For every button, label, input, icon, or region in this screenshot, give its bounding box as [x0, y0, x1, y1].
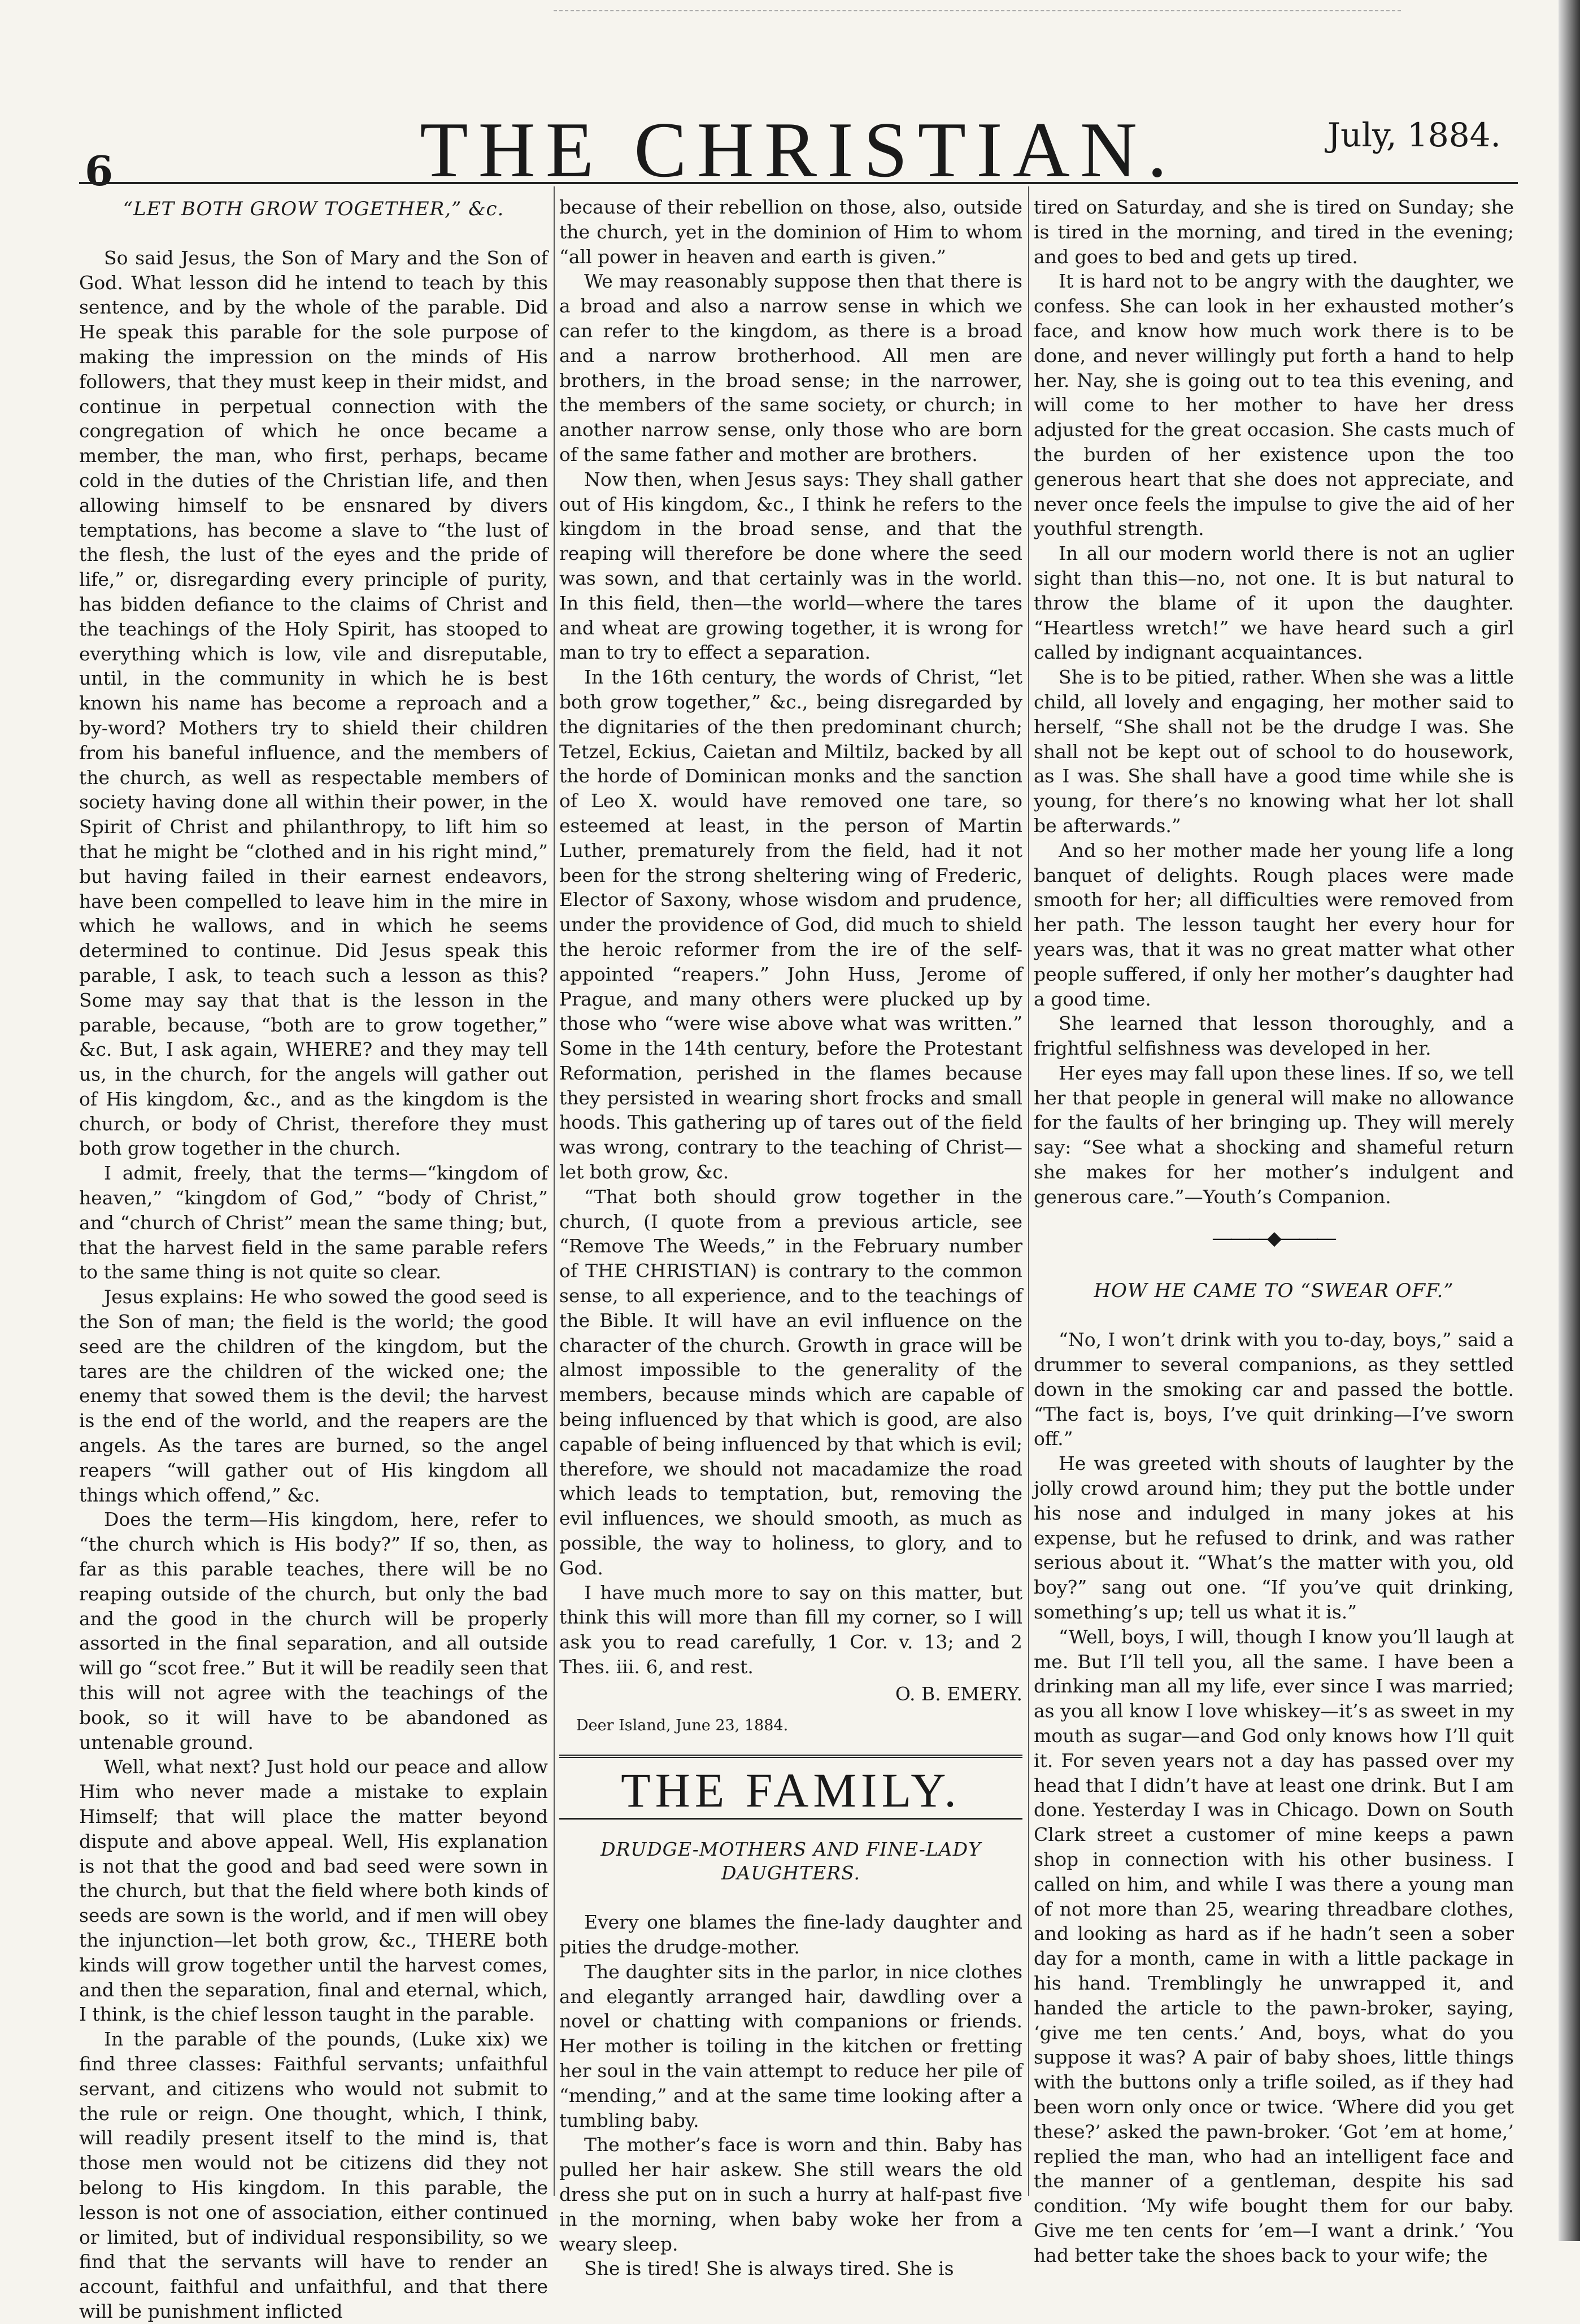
page-number: 6	[85, 147, 114, 195]
article-paragraph: Well, what next? Just hold our peace and allow Him who never made a mistake to explain Himself; that will place the matter beyond dispute and above appeal. Well, His explanation is not that the good and bad seed were sown in the church, but that the field where both kinds of seeds are sown is the world, and if men will obey the injunction—let both grow, &c., THERE both kinds will grow together until the harvest comes, and then the separation, final and eternal, which, I think, is the chief lesson taught in the parable.	[79, 1756, 548, 2026]
issue-date: July, 1884.	[1327, 116, 1501, 154]
section-title: THE FAMILY.	[621, 1763, 961, 1818]
column-1	[79, 195, 548, 2324]
author-signature: O. B. EMERY.	[895, 1682, 1022, 1705]
article-paragraph: In all our modern world there is not an uglier sight than this—no, not one. It is but natural to throw the blame of it upon the daughter. “Heartless wretch!” we have heard such a girl called by indignant acquaintances.	[1034, 542, 1514, 664]
article-paragraph: We may reasonably suppose then that there is a broad and also a narrow sense in which we can refer to the kingdom, as there is a broad and a narrow brotherhood. All men are brothers, in the broad sense; in the narrower, the members of the same society, or church; in another narrow sense, only those who are born of the same father and mother are brothers.	[559, 270, 1022, 465]
column-3	[1034, 195, 1514, 2268]
column-divider	[1028, 186, 1029, 2196]
article-paragraph: Every one blames the fine-lady daughter and pities the drudge-mother.	[559, 1911, 1022, 1958]
article-paragraph: She is to be pitied, rather. When she was a little child, all lovely and engaging, her mother said to herself, “She shall not be the drudge I was. She shall not be kept out of school to do housework, as I was. She shall have a good time while she is young, for there’s no knowing what her lot shall be afterwards.”	[1034, 666, 1514, 837]
article-paragraph: Jesus explains: He who sowed the good seed is the Son of man; the field is the world; the good seed are the children of the kingdom, but the tares are the children of the wicked one; the enemy that sowed them is the devil; the harvest is the end of the world, and the reapers are the angels. As the tares are burned, so the angel reapers “will gather out of His kingdom all things which offend,” &c.	[79, 1286, 548, 1506]
article-paragraph: “That both should grow together in the church, (I quote from a previous article, see “Remove The Weeds,” in the February number of THE CHRISTIAN) is contrary to the common sense, to all experience, and to the teachings of the Bible. It will have an evil influence on the character of the church. Growth in grace will be almost impossible to the generality of the members, because minds which are capable of being influenced by that which is good, are also capable of being influenced by that which is evil; therefore, we should not macadamize the road which leads to temptation, but, removing the evil influences, we should smooth, as much as possible, the way to holiness, to glory, and to God.	[559, 1185, 1022, 1579]
article-heading: HOW HE CAME TO “SWEAR OFF.”	[1094, 1279, 1454, 1303]
column-2	[559, 195, 1022, 2281]
article-paragraph: In the parable of the pounds, (Luke xix) we find three classes: Faithful servants; unfaithful servant, and citizens who would not submit to the rule or reign. One thought, which, I think, will readily present itself to the mind is, that those men would not be citizens did they not belong to His kingdom. In this parable, the lesson is not one of association, either continued or limited, but of individual responsibility, so we find that the servants will have to render an account, faithful and unfaithful, and that there will be punishment inflicted	[79, 2028, 548, 2322]
article-paragraph: She is tired! She is always tired. She is	[584, 2257, 954, 2280]
binding-edge	[1559, 0, 1580, 2241]
article-paragraph: tired on Saturday, and she is tired on Sunday; she is tired in the morning, and tired in the evening; and goes to bed and gets up tired.	[1034, 196, 1514, 268]
top-edge-marks	[554, 10, 1401, 11]
article-paragraph: It is hard not to be angry with the daughter, we confess. She can look in her exhausted mother’s face, and know how much work there is to be done, and never willingly put forth a hand to help her. Nay, she is going out to tea this evening, and will come to her mother to have her dress adjusted for the great occasion. She casts much of the burden of her existence upon the too generous heart that she does not appreciate, and never once feels the impulse to give the aid of her youthful strength.	[1034, 270, 1514, 540]
article-paragraph: The daughter sits in the parlor, in nice clothes and elegantly arranged hair, dawdling over a novel or chatting with companions or friends. Her mother is toiling in the kitchen or fretting her soul in the vain attempt to reduce her pile of “mending,” and at the same time looking after a tumbling baby.	[559, 1960, 1022, 2131]
article-paragraph: because of their rebellion on those, also, outside the church, yet in the dominion of Him to whom “all power in heaven and earth is given.”	[559, 196, 1022, 268]
ornament-divider: ―――◆―――	[1212, 1226, 1335, 1250]
article-paragraph: “No, I won’t drink with you to-day, boys,” said a drummer to several companions, as they settled down in the smoking car and passed the bottle. “The fact is, boys, I’ve quit drinking—I’ve sworn off.”	[1034, 1329, 1514, 1450]
article-paragraph: And so her mother made her young life a long banquet of delights. Rough places were made smooth for her; all difficulties were removed from her path. The lesson taught her every hour for years was, that it was no great matter what other people suffered, if only her mother’s daughter had a good time.	[1034, 839, 1514, 1010]
article-paragraph: Now then, when Jesus says: They shall gather out of His kingdom, &c., I think he refers to the kingdom in the broad sense, and that the reaping will therefore be done where the seed was sown, and that certainly was in the world. In this field, then—the world—where the tares and wheat are growing together, it is wrong for man to try to effect a separation.	[559, 468, 1022, 664]
masthead-rule	[79, 182, 1518, 184]
section-rule	[559, 1755, 1022, 1758]
article-paragraph: Does the term—His kingdom, here, refer to “the church which is His body?” If so, then, as far as this parable teaches, there will be no reaping outside of the church, but only the bad and the good in the church will be properly assorted in the final separation, and all outside will go “scot free.” But it will be readily seen that this will not agree with the teachings of the book, so it will have to be abandoned as untenable ground.	[79, 1508, 548, 1753]
article-paragraph: The mother’s face is worn and thin. Baby has pulled her hair askew. She still wears the old dress she put on in such a hurry at half-past five in the morning, when baby woke her from a weary sleep.	[559, 2134, 1022, 2255]
article-paragraph: In the 16th century, the words of Christ, “let both grow together,” &c., being disregarded by the dignitaries of the then predominant church; Tetzel, Eckius, Caietan and Miltilz, backed by all the horde of Dominican monks and the sanction of Leo X. would have removed one tare, so esteemed at least, in the person of Martin Luther, prematurely from the field, had it not been for the strong sheltering wing of Frederic, Elector of Saxony, whose wisdom and prudence, under the providence of God, did much to shield the heroic reformer from the ire of the self-appointed “reapers.” John Huss, Jerome of Prague, and many others were plucked up by those who “were wise above what was written.” Some in the 14th century, before the Protestant Reformation, perished in the flames because they persisted in wearing short frocks and small hoods. This gathering up of tares out of the field was wrong, contrary to the teaching of Christ—let both grow, &c.	[559, 666, 1022, 1183]
article-heading: DRUDGE-MOTHERS AND FINE-LADY DAUGHTERS.	[600, 1838, 981, 1885]
newspaper-title: THE CHRISTIAN.	[420, 106, 1177, 194]
article-dateline: Deer Island, June 23, 1884.	[576, 1716, 789, 1734]
masthead	[79, 99, 1518, 195]
article-paragraph: Her eyes may fall upon these lines. If so, we tell her that people in general will make no allowance for the faults of her bringing up. They will merely say: “See what a shocking and shameful return she makes for her mother’s indulgent and generous care.”—Youth’s Companion.	[1034, 1061, 1514, 1208]
article-paragraph: “Well, boys, I will, though I know you’ll laugh at me. But I’ll tell you, all the same. I have been a drinking man all my life, ever since I was married; as you all know I love whiskey—it’s as sweet in my mouth as sugar—and God only knows how I’ll quit it. For seven years not a day has passed over my head that I didn’t have at least one drink. But I am done. Yesterday I was in Chicago. Down on South Clark street a customer of mine keeps a pawn shop in connection with his other business. I called on him, and while I was there a young man of not more than 25, wearing threadbare clothes, and looking as hard as if he hadn’t seen a sober day for a month, came in with a little package in his hand. Tremblingly he unwrapped it, and handed the article to the pawn-broker, saying, ‘give me ten cents.’ And, boys, what do you suppose it was? A pair of baby shoes, little things with the buttons only a trifle soiled, as if they had been worn only once or twice. ‘Where did you get these?’ asked the pawn-broker. ‘Got ’em at home,’ replied the man, who had an intelligent face and the manner of a gentleman, despite his sad condition. ‘My wife bought them for our baby. Give me ten cents for ’em—I want a drink.’ ‘You had better take the shoes back to your wife; the	[1034, 1625, 1514, 2266]
article-paragraph: So said Jesus, the Son of Mary and the Son of God. What lesson did he intend to teach by this sentence, and by the whole of the parable. Did He speak this parable for the sole purpose of making the impression on the minds of His followers, that they must keep in their midst, and continue in perpetual connection with the congregation of which he once became a member, the man, who first, perhaps, became cold in the duties of the Christian life, and then allowing himself to be ensnared by divers temptations, has become a slave to “the lust of the flesh, the lust of the eyes and the pride of life,” or, disregarding every principle of purity, has bidden defiance to the claims of Christ and the teachings of the Holy Spirit, has stooped to everything which is low, vile and disreputable, until, in the community in which he is best known his name has become a reproach and a by-word? Mothers try to shield their children from his baneful influence, and the members of the church, as well as respectable members of society having done all within their power, in the Spirit of Christ and philanthropy, to lift him so that he might be “clothed and in his right mind,” but having failed in their earnest endeavors, have been compelled to leave him in the mire in which he wallows, and in which he seems determined to continue. Did Jesus speak this parable, I ask, to teach such a lesson as this? Some may say that that is the lesson in the parable, because, “both are to grow together,” &c. But, I ask again, WHERE? and they may tell us, in the church, for the angels will gather out of His kingdom, &c., and as the kingdom is the church, or body of Christ, therefore they must both grow together in the church.	[79, 246, 548, 1160]
section-rule	[559, 1818, 1022, 1820]
article-paragraph: She learned that lesson thoroughly, and a frightful selfishness was developed in her.	[1034, 1012, 1514, 1060]
article-paragraph: I admit, freely, that the terms—“kingdom of heaven,” “kingdom of God,” “body of Christ,” and “church of Christ” mean the same thing; but, that the harvest field in the same parable refers to the same thing is not quite so clear.	[79, 1162, 548, 1283]
column-divider	[554, 186, 555, 2196]
article-heading: “LET BOTH GROW TOGETHER,” &c.	[123, 198, 504, 220]
article-paragraph: He was greeted with shouts of laughter by the jolly crowd around him; they put the bottle under his nose and indulged in many jokes at his expense, but he refused to drink, and was rather serious about it. “What’s the matter with you, old boy?” sang out one. “If you’ve quit drinking, something’s up; tell us what it is.”	[1034, 1452, 1514, 1624]
article-paragraph: I have much more to say on this matter, but think this will more than fill my corner, so I will ask you to read carefully, 1 Cor. v. 13; and 2 Thes. iii. 6, and rest.	[559, 1581, 1022, 1678]
